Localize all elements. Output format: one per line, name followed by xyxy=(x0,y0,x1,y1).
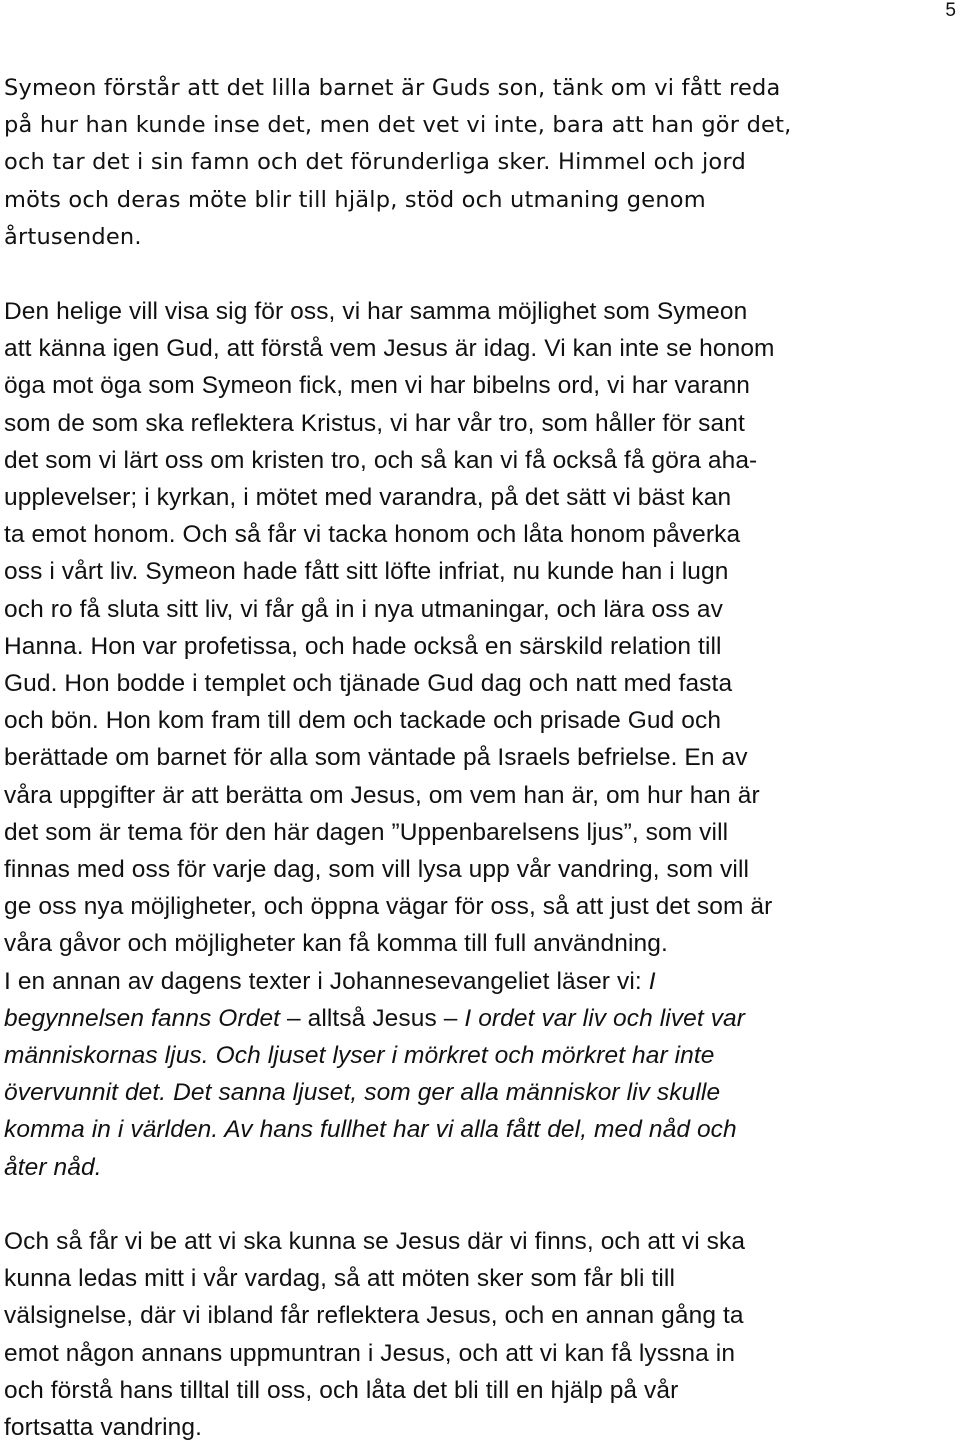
page-number: 5 xyxy=(945,0,956,21)
text-line: att känna igen Gud, att förstå vem Jesus är idag. Vi kan inte se honom xyxy=(4,335,775,363)
document-body xyxy=(4,70,954,1446)
text-line: kunna ledas mitt i vår vardag, så att möten sker som får bli till xyxy=(4,1265,675,1293)
text-line: oss i vårt liv. Symeon hade fått sitt löfte infriat, nu kunde han i lugn xyxy=(4,558,729,586)
text-line: och tar det i sin famn och det förunderliga sker. Himmel och jord xyxy=(4,149,746,176)
text-line: Och så får vi be att vi ska kunna se Jesus där vi finns, och att vi ska xyxy=(4,1227,746,1255)
text-line: och ro få sluta sitt liv, vi får gå in i nya utmaningar, och lära oss av xyxy=(4,595,723,623)
text-line: och bön. Hon kom fram till dem och tackade och prisade Gud och xyxy=(4,707,722,735)
text-run: – alltså Jesus – xyxy=(280,1004,465,1032)
text-line: Gud. Hon bodde i templet och tjänade Gud dag och natt med fasta xyxy=(4,670,733,698)
paragraph-gap xyxy=(4,256,954,293)
text-line: öga mot öga som Symeon fick, men vi har bibelns ord, vi har varann xyxy=(4,372,751,400)
text-line xyxy=(4,1000,954,1037)
quote-line: komma in i världen. Av hans fullhet har vi alla fått del, med nåd och xyxy=(4,1116,737,1144)
text-line: det som vi lärt oss om kristen tro, och så kan vi få också få göra aha- xyxy=(4,446,758,474)
paragraph-closing xyxy=(4,1223,954,1446)
quote-line: människornas ljus. Och ljuset lyser i mörkret och mörkret har inte xyxy=(4,1042,715,1070)
quote-text: begynnelsen fanns Ordet xyxy=(4,1004,281,1032)
text-line: våra uppgifter är att berätta om Jesus, om vem han är, om hur han är xyxy=(4,781,760,809)
text-line: som de som ska reflektera Kristus, vi har vår tro, som håller för sant xyxy=(4,409,745,437)
text-line xyxy=(4,963,954,1000)
text-line: upplevelser; i kyrkan, i mötet med varandra, på det sätt vi bäst kan xyxy=(4,484,732,512)
quote-line: övervunnit det. Det sanna ljuset, som ger alla människor liv skulle xyxy=(4,1079,721,1107)
text-line: och förstå hans tilltal till oss, och låta det bli till en hjälp på vår xyxy=(4,1376,679,1404)
text-line: berättade om barnet för alla som väntade på Israels befrielse. En av xyxy=(4,744,748,772)
text-line: fortsatta vandring. xyxy=(4,1413,203,1441)
text-line: ge oss nya möjligheter, och öppna vägar för oss, så att just det som är xyxy=(4,893,773,921)
paragraph-gap xyxy=(4,1186,954,1223)
text-line: emot någon annans uppmuntran i Jesus, och att vi kan få lyssna in xyxy=(4,1339,736,1367)
paragraph-den-helige xyxy=(4,293,954,963)
text-line: årtusenden. xyxy=(4,223,142,250)
text-line: finnas med oss för varje dag, som vill lysa upp vår vandring, som vill xyxy=(4,856,750,884)
text-line: det som är tema för den här dagen ”Uppenbarelsens ljus”, som vill xyxy=(4,818,729,846)
text-line: Den helige vill visa sig för oss, vi har samma möjlighet som Symeon xyxy=(4,298,748,326)
paragraph-johannes-quote xyxy=(4,963,954,1186)
text-line: ta emot honom. Och så får vi tacka honom och låta honom påverka xyxy=(4,521,741,549)
text-run: I en annan av dagens texter i Johannesevangeliet läser vi: xyxy=(4,967,649,995)
quote-line: åter nåd. xyxy=(4,1153,102,1181)
paragraph-symeon xyxy=(4,70,954,256)
quote-text: I xyxy=(648,967,656,995)
text-line: Symeon förstår att det lilla barnet är Guds son, tänk om vi fått reda xyxy=(4,75,781,101)
text-line: Hanna. Hon var profetissa, och hade också en särskild relation till xyxy=(4,632,722,660)
text-line: välsignelse, där vi ibland får reflektera Jesus, och en annan gång ta xyxy=(4,1302,744,1330)
quote-text: I ordet var liv och livet var xyxy=(464,1004,746,1032)
text-line: på hur han kunde inse det, men det vet vi inte, bara att han gör det, xyxy=(4,112,792,139)
text-line: möts och deras möte blir till hjälp, stöd och utmaning genom xyxy=(4,186,706,213)
text-line: våra gåvor och möjligheter kan få komma till full användning. xyxy=(4,930,668,958)
